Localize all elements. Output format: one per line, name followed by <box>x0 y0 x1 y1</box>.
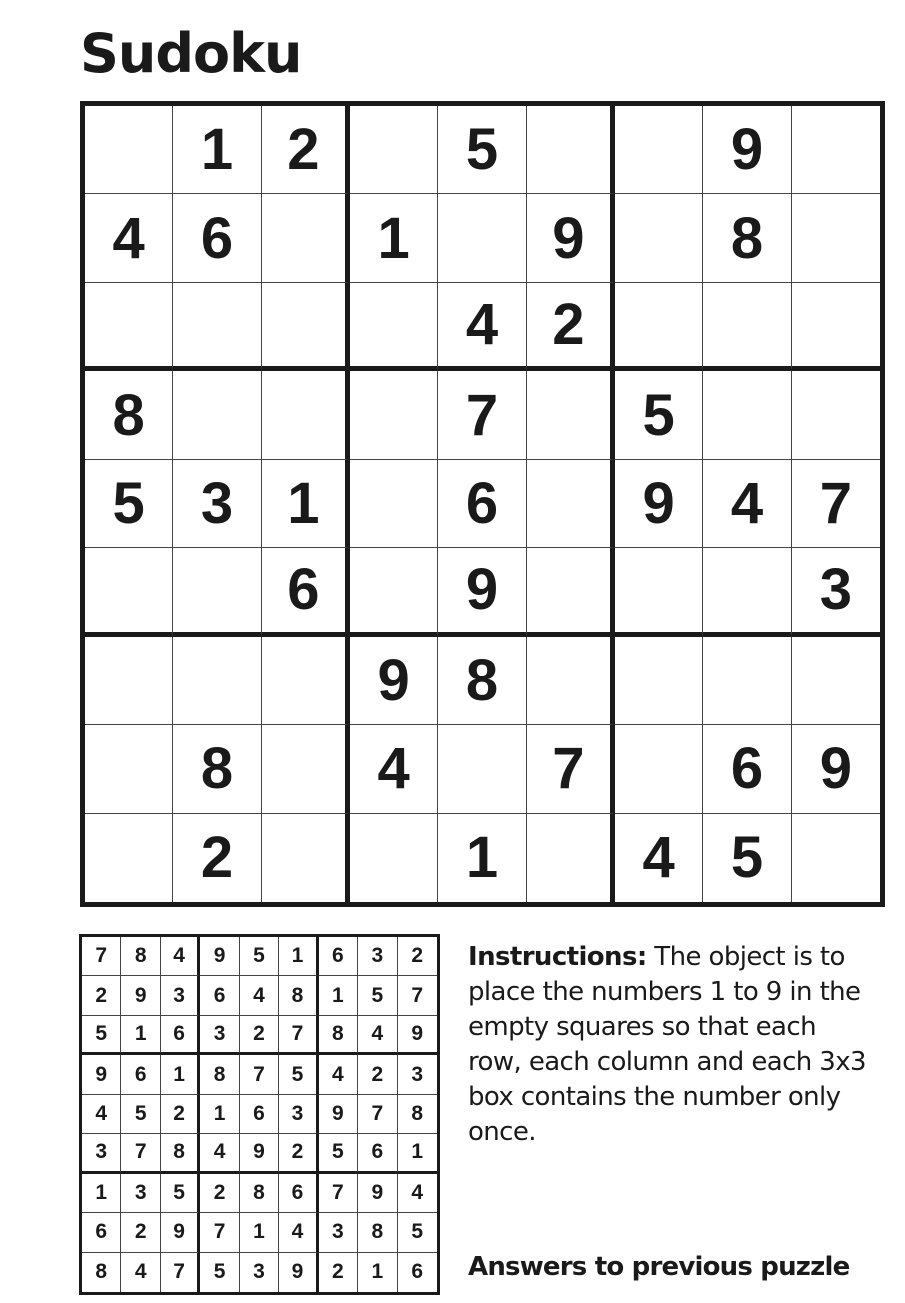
sudoku-cell[interactable] <box>527 548 615 636</box>
answer-cell: 2 <box>279 1134 318 1173</box>
sudoku-cell[interactable] <box>527 814 615 902</box>
answer-cell: 3 <box>279 1095 318 1134</box>
answer-cell: 7 <box>161 1253 200 1292</box>
sudoku-cell[interactable] <box>792 106 880 194</box>
sudoku-cell[interactable]: 4 <box>350 725 438 813</box>
sudoku-cell[interactable] <box>350 548 438 636</box>
sudoku-cell[interactable]: 4 <box>615 814 703 902</box>
sudoku-cell[interactable]: 5 <box>703 814 791 902</box>
sudoku-cell[interactable] <box>703 548 791 636</box>
sudoku-cell[interactable] <box>792 283 880 371</box>
sudoku-cell[interactable]: 8 <box>85 371 173 459</box>
sudoku-cell[interactable] <box>85 548 173 636</box>
answer-cell: 7 <box>82 937 121 976</box>
sudoku-cell[interactable] <box>527 460 615 548</box>
answer-cell: 7 <box>200 1213 239 1252</box>
answer-cell: 3 <box>200 1016 239 1055</box>
answer-cell: 2 <box>319 1253 358 1292</box>
answer-cell: 4 <box>200 1134 239 1173</box>
instructions-text <box>468 940 868 1150</box>
answer-cell: 6 <box>411 1260 424 1284</box>
answer-cell: 9 <box>240 1134 279 1173</box>
answer-cell: 1 <box>279 937 318 976</box>
answer-cell: 8 <box>200 1055 239 1094</box>
answer-cell: 3 <box>398 1055 437 1094</box>
answer-cell: 4 <box>240 976 279 1015</box>
answer-cell: 4 <box>121 1253 160 1292</box>
answer-cell: 6 <box>279 1174 318 1213</box>
answer-cell: 8 <box>161 1134 200 1173</box>
sudoku-cell[interactable]: 6 <box>703 725 791 813</box>
sudoku-cell[interactable]: 8 <box>438 637 526 725</box>
sudoku-cell[interactable]: 4 <box>438 283 526 371</box>
answer-cell: 7 <box>398 976 437 1015</box>
answer-cell: 3 <box>161 976 200 1015</box>
sudoku-cell[interactable] <box>615 106 703 194</box>
sudoku-cell[interactable]: 6 <box>438 460 526 548</box>
answer-cell: 5 <box>200 1253 239 1292</box>
answer-cell: 1 <box>398 1134 437 1173</box>
sudoku-cell[interactable] <box>438 194 526 282</box>
answer-cell: 6 <box>161 1016 200 1055</box>
sudoku-cell[interactable]: 4 <box>85 194 173 282</box>
sudoku-cell[interactable] <box>350 460 438 548</box>
answer-cell: 2 <box>200 1174 239 1213</box>
answer-cell: 9 <box>279 1253 318 1292</box>
answer-cell: 1 <box>358 1253 397 1292</box>
answer-cell: 8 <box>240 1174 279 1213</box>
sudoku-cell[interactable]: 9 <box>350 637 438 725</box>
sudoku-cell[interactable]: 9 <box>527 194 615 282</box>
sudoku-cell[interactable]: 1 <box>173 106 261 194</box>
answer-cell: 6 <box>358 1134 397 1173</box>
sudoku-cell[interactable]: 7 <box>438 371 526 459</box>
answer-cell: 4 <box>279 1213 318 1252</box>
answer-cell: 2 <box>358 1055 397 1094</box>
sudoku-cell[interactable] <box>350 371 438 459</box>
answer-cell: 7 <box>121 1134 160 1173</box>
sudoku-cell[interactable] <box>615 194 703 282</box>
sudoku-cell[interactable] <box>615 283 703 371</box>
sudoku-cell[interactable]: 4 <box>703 460 791 548</box>
sudoku-cell[interactable]: 2 <box>173 814 261 902</box>
sudoku-cell[interactable] <box>85 725 173 813</box>
answer-cell: 8 <box>82 1253 121 1292</box>
answer-cell: 7 <box>240 1055 279 1094</box>
sudoku-cell[interactable] <box>350 283 438 371</box>
answer-cell: 2 <box>82 976 121 1015</box>
answer-cell: 8 <box>398 1095 437 1134</box>
answer-cell: 4 <box>358 1016 397 1055</box>
sudoku-cell[interactable] <box>262 371 350 459</box>
answer-cell: 7 <box>358 1095 397 1134</box>
instructions-lead: Instructions: <box>468 942 647 972</box>
answer-cell: 9 <box>82 1055 121 1094</box>
answer-cell: 6 <box>240 1095 279 1134</box>
sudoku-cell[interactable] <box>527 637 615 725</box>
answer-cell: 2 <box>398 937 437 976</box>
answer-cell: 1 <box>240 1213 279 1252</box>
sudoku-cell[interactable]: 6 <box>173 194 261 282</box>
answer-cell: 4 <box>398 1174 437 1213</box>
sudoku-cell[interactable] <box>262 194 350 282</box>
sudoku-cell[interactable] <box>703 283 791 371</box>
sudoku-cell[interactable]: 5 <box>85 460 173 548</box>
sudoku-cell[interactable] <box>792 194 880 282</box>
answer-cell: 5 <box>398 1213 437 1252</box>
answer-cell: 3 <box>82 1134 121 1173</box>
sudoku-cell[interactable]: 9 <box>703 106 791 194</box>
sudoku-cell[interactable]: 7 <box>527 725 615 813</box>
answer-cell: 8 <box>121 937 160 976</box>
sudoku-cell[interactable] <box>615 725 703 813</box>
sudoku-cell[interactable] <box>615 548 703 636</box>
sudoku-cell[interactable] <box>792 637 880 725</box>
answer-cell: 3 <box>121 1174 160 1213</box>
sudoku-cell[interactable] <box>262 814 350 902</box>
answer-cell: 2 <box>161 1095 200 1134</box>
answer-cell: 2 <box>121 1213 160 1252</box>
answer-cell: 6 <box>200 976 239 1015</box>
sudoku-cell[interactable]: 5 <box>438 106 526 194</box>
sudoku-cell[interactable]: 1 <box>262 460 350 548</box>
answer-cell: 5 <box>358 976 397 1015</box>
answer-cell: 5 <box>82 1016 121 1055</box>
answer-cell: 1 <box>121 1016 160 1055</box>
sudoku-cell[interactable] <box>85 637 173 725</box>
sudoku-cell[interactable]: 2 <box>262 106 350 194</box>
answer-cell: 3 <box>358 937 397 976</box>
answer-cell: 8 <box>319 1016 358 1055</box>
answer-cell: 1 <box>161 1055 200 1094</box>
sudoku-cell[interactable] <box>703 637 791 725</box>
answer-cell: 6 <box>82 1213 121 1252</box>
sudoku-cell[interactable]: 7 <box>792 460 880 548</box>
answer-cell: 6 <box>121 1055 160 1094</box>
sudoku-cell[interactable]: 9 <box>438 548 526 636</box>
sudoku-cell[interactable]: 8 <box>173 725 261 813</box>
answer-cell: 5 <box>240 937 279 976</box>
sudoku-cell[interactable] <box>615 637 703 725</box>
sudoku-cell[interactable] <box>350 814 438 902</box>
sudoku-cell[interactable]: 9 <box>615 460 703 548</box>
puzzle-title: Sudoku <box>80 22 302 85</box>
sudoku-cell[interactable]: 1 <box>350 194 438 282</box>
answer-cell: 9 <box>319 1095 358 1134</box>
sudoku-grid <box>80 101 885 907</box>
sudoku-cell[interactable] <box>85 283 173 371</box>
sudoku-cell[interactable] <box>262 725 350 813</box>
answer-cell: 9 <box>358 1174 397 1213</box>
answer-cell: 4 <box>82 1095 121 1134</box>
sudoku-cell[interactable] <box>527 106 615 194</box>
answer-cell: 7 <box>319 1174 358 1213</box>
answer-cell: 5 <box>319 1134 358 1173</box>
answer-cell: 8 <box>279 976 318 1015</box>
answer-cell: 5 <box>121 1095 160 1134</box>
answer-cell: 5 <box>279 1055 318 1094</box>
sudoku-cell[interactable] <box>262 637 350 725</box>
sudoku-cell[interactable]: 5 <box>615 371 703 459</box>
answer-cell: 1 <box>200 1095 239 1134</box>
sudoku-cell[interactable] <box>173 371 261 459</box>
sudoku-cell[interactable] <box>262 283 350 371</box>
sudoku-cell[interactable] <box>173 283 261 371</box>
sudoku-cell[interactable]: 3 <box>173 460 261 548</box>
answers-label: Answers to previous puzzle <box>468 1252 850 1282</box>
answer-cell: 6 <box>319 937 358 976</box>
answer-cell: 1 <box>319 976 358 1015</box>
sudoku-cell[interactable] <box>527 371 615 459</box>
answer-cell: 8 <box>358 1213 397 1252</box>
sudoku-cell[interactable]: 8 <box>703 194 791 282</box>
sudoku-cell[interactable] <box>173 548 261 636</box>
answer-cell: 4 <box>161 937 200 976</box>
answer-cell: 9 <box>161 1213 200 1252</box>
sudoku-cell[interactable] <box>350 106 438 194</box>
sudoku-cell[interactable] <box>792 371 880 459</box>
sudoku-cell[interactable] <box>438 725 526 813</box>
answer-cell: 9 <box>200 937 239 976</box>
answer-cell: 3 <box>319 1213 358 1252</box>
answer-cell: 9 <box>121 976 160 1015</box>
instructions-body: The object is to place the numbers 1 to 9 in the empty squares so that each row, each column and each 3x3 box contains the number only once. <box>468 942 866 1147</box>
sudoku-cell[interactable] <box>85 814 173 902</box>
answer-cell: 7 <box>279 1016 318 1055</box>
answer-cell: 1 <box>82 1174 121 1213</box>
answer-cell: 9 <box>398 1016 437 1055</box>
sudoku-cell[interactable]: 1 <box>438 814 526 902</box>
sudoku-cell[interactable] <box>703 371 791 459</box>
sudoku-cell[interactable] <box>173 637 261 725</box>
sudoku-cell[interactable]: 9 <box>792 725 880 813</box>
previous-answers-grid <box>79 934 440 1295</box>
sudoku-cell[interactable]: 2 <box>527 283 615 371</box>
answer-cell: 2 <box>240 1016 279 1055</box>
sudoku-cell[interactable] <box>85 106 173 194</box>
sudoku-cell[interactable] <box>792 814 880 902</box>
sudoku-cell[interactable]: 3 <box>792 548 880 636</box>
sudoku-cell[interactable]: 6 <box>262 548 350 636</box>
answer-cell: 3 <box>240 1253 279 1292</box>
answer-cell: 4 <box>319 1055 358 1094</box>
answer-cell: 5 <box>161 1174 200 1213</box>
